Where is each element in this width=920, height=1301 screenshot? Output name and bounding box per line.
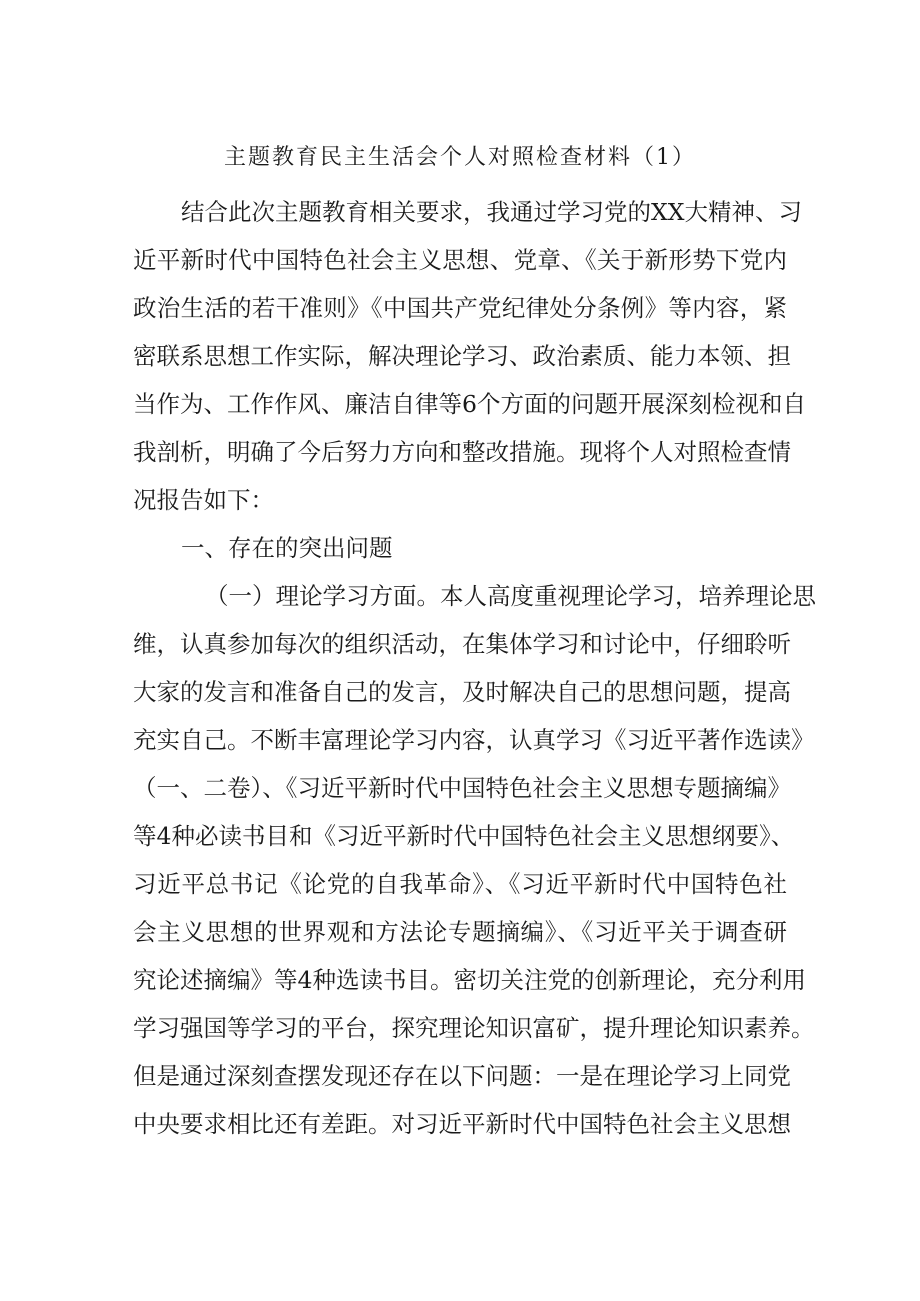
paragraph-intro-line: 政治生活的若干准则》《中国共产党纪律处分条例》等内容，紧 <box>133 294 787 322</box>
paragraph-theory-line: 充实自己。不断丰富理论学习内容，认真学习《习近平著作选读》 <box>133 726 815 754</box>
paragraph-intro-line: 当作为、工作作风、廉洁自律等6个方面的问题开展深刻检视和自 <box>133 390 806 418</box>
paragraph-theory-line: （一、二卷）、《习近平新时代中国特色社会主义思想专题摘编》 <box>133 774 791 802</box>
paragraph-theory-line: （一）理论学习方面。本人高度重视理论学习，培养理论思 <box>205 582 816 610</box>
paragraph-intro-line: 况报告如下： <box>133 486 274 514</box>
paragraph-theory-line: 但是通过深刻查摆发现还存在以下问题：一是在理论学习上同党 <box>133 1062 791 1090</box>
paragraph-theory-line: 维，认真参加每次的组织活动，在集体学习和讨论中，仔细聆听 <box>133 630 791 658</box>
paragraph-intro-line: 结合此次主题教育相关要求，我通过学习党的XX大精神、习 <box>181 198 802 226</box>
paragraph-intro-line: 密联系思想工作实际，解决理论学习、政治素质、能力本领、担 <box>133 342 791 370</box>
paragraph-theory-line: 究论述摘编》等4种选读书目。密切关注党的创新理论，充分利用 <box>133 966 806 994</box>
paragraph-intro-line: 我剖析，明确了今后努力方向和整改措施。现将个人对照检查情 <box>133 438 791 466</box>
paragraph-theory-line: 大家的发言和准备自己的发言，及时解决自己的思想问题，提高 <box>133 678 791 706</box>
document-body <box>133 188 816 1148</box>
paragraph-theory-line: 等4种必读书目和《习近平新时代中国特色社会主义思想纲要》、 <box>133 822 795 850</box>
paragraph-theory-line: 会主义思想的世界观和方法论专题摘编》、《习近平关于调查研 <box>133 918 787 946</box>
paragraph-theory-line: 中央要求相比还有差距。对习近平新时代中国特色社会主义思想 <box>133 1110 791 1138</box>
paragraph-theory-line: 学习强国等学习的平台，探究理论知识富矿，提升理论知识素养。 <box>133 1014 815 1042</box>
paragraph-theory-line: 习近平总书记《论党的自我革命》、《习近平新时代中国特色社 <box>133 870 787 898</box>
paragraph-intro-line: 近平新时代中国特色社会主义思想、党章、《关于新形势下党内 <box>133 246 787 274</box>
section-heading: 一、存在的突出问题 <box>181 534 393 562</box>
document-title: 主题教育民主生活会个人对照检查材料（1） <box>224 145 696 170</box>
